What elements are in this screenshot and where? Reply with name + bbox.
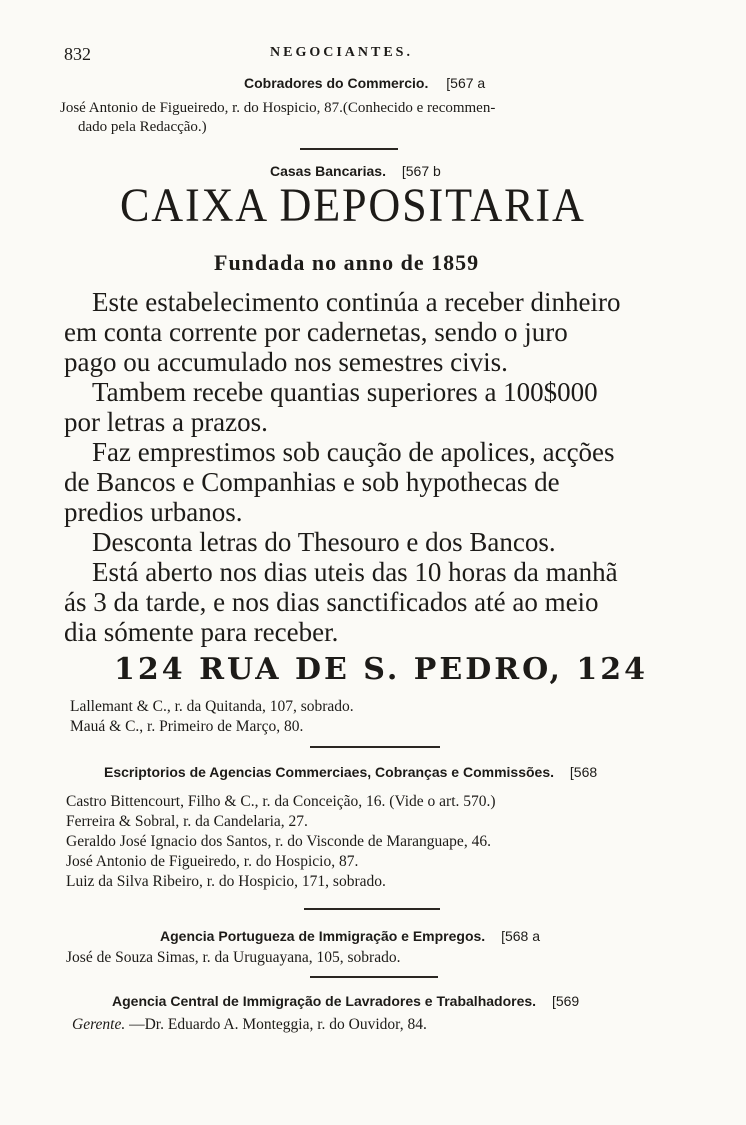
advert-line: predios urbanos. [64,497,243,527]
advert-title: CAIXA DEPOSITARIA [120,179,586,232]
advert-line: em conta corrente por cadernetas, sendo o juro [64,317,568,347]
agencia-central-ref: [569 [551,993,580,1009]
advert-line: Este estabelecimento continúa a receber dinheiro [92,287,621,317]
agencia-central-heading-text: Agencia Central de Immigração de Lavradores e Trabalhadores. [112,993,537,1009]
advert-address: 124 RUA DE S. PEDRO, 124 [114,652,649,687]
escriptorios-heading-text: Escriptorios de Agencias Commerciaes, Cobranças e Commissões. [104,764,554,780]
agencia-portugueza-entry: José de Souza Simas, r. da Uruguayana, 105, sobrado. [66,949,401,966]
advert-line: de Bancos e Companhias e sob hypothecas de [64,467,560,497]
section-divider [300,148,398,150]
advert-line: Tambem recebe quantias superiores a 100$000 [92,377,598,407]
bank-entry: Mauá & C., r. Primeiro de Março, 80. [70,718,304,735]
cobradores-heading-text: Cobradores do Commercio. [244,75,429,91]
advert-line: ás 3 da tarde, e nos dias sanctificados até ao meio [64,587,599,617]
cobradores-heading [244,75,485,91]
casas-bancarias-heading [270,163,441,179]
agencia-portugueza-heading [160,928,540,944]
section-divider [310,976,438,978]
escriptorio-entry: Castro Bittencourt, Filho & C., r. da Conceição, 16. (Vide o art. 570.) [66,793,496,810]
advert-line: pago ou accumulado nos semestres civis. [64,347,508,377]
agencia-central-heading [112,993,579,1009]
escriptorios-heading [104,764,597,780]
agencia-portugueza-heading-text: Agencia Portugueza de Immigração e Empregos. [160,928,486,944]
cobradores-entry-line2: dado pela Redacção.) [78,119,207,135]
agencia-portugueza-ref: [568 a [501,928,541,944]
advert-line: por letras a prazos. [64,407,268,437]
page-number: 832 [64,44,91,64]
escriptorio-entry: Luiz da Silva Ribeiro, r. do Hospicio, 171, sobrado. [66,873,386,890]
advert-line: dia sómente para receber. [64,617,339,647]
advert-line: Está aberto nos dias uteis das 10 horas da manhã [92,557,618,587]
escriptorios-ref: [568 [569,764,598,780]
section-divider [304,908,440,910]
escriptorio-entry: José Antonio de Figueiredo, r. do Hospicio, 87. [66,853,359,870]
casas-bancarias-heading-text: Casas Bancarias. [270,163,386,179]
gerente-label: Gerente. [72,1016,126,1033]
casas-bancarias-ref: [567 b [401,163,441,179]
cobradores-ref: [567 a [446,75,486,91]
bank-entry: Lallemant & C., r. da Quitanda, 107, sobrado. [70,698,354,715]
section-divider [310,746,440,748]
gerente-entry: —Dr. Eduardo A. Monteggia, r. do Ouvidor, 84. [129,1016,427,1033]
advert-founded: Fundada no anno de 1859 [214,250,480,275]
agencia-central-entry [72,1016,427,1034]
running-head: NEGOCIANTES. [270,45,413,60]
escriptorio-entry: Geraldo José Ignacio dos Santos, r. do Visconde de Maranguape, 46. [66,833,491,850]
advert-line: Desconta letras do Thesouro e dos Bancos. [92,527,556,557]
escriptorio-entry: Ferreira & Sobral, r. da Candelaria, 27. [66,813,308,830]
advert-line: Faz emprestimos sob caução de apolices, acções [92,437,615,467]
cobradores-entry-line1: José Antonio de Figueiredo, r. do Hospicio, 87.(Conhecido e recommen- [60,100,496,116]
